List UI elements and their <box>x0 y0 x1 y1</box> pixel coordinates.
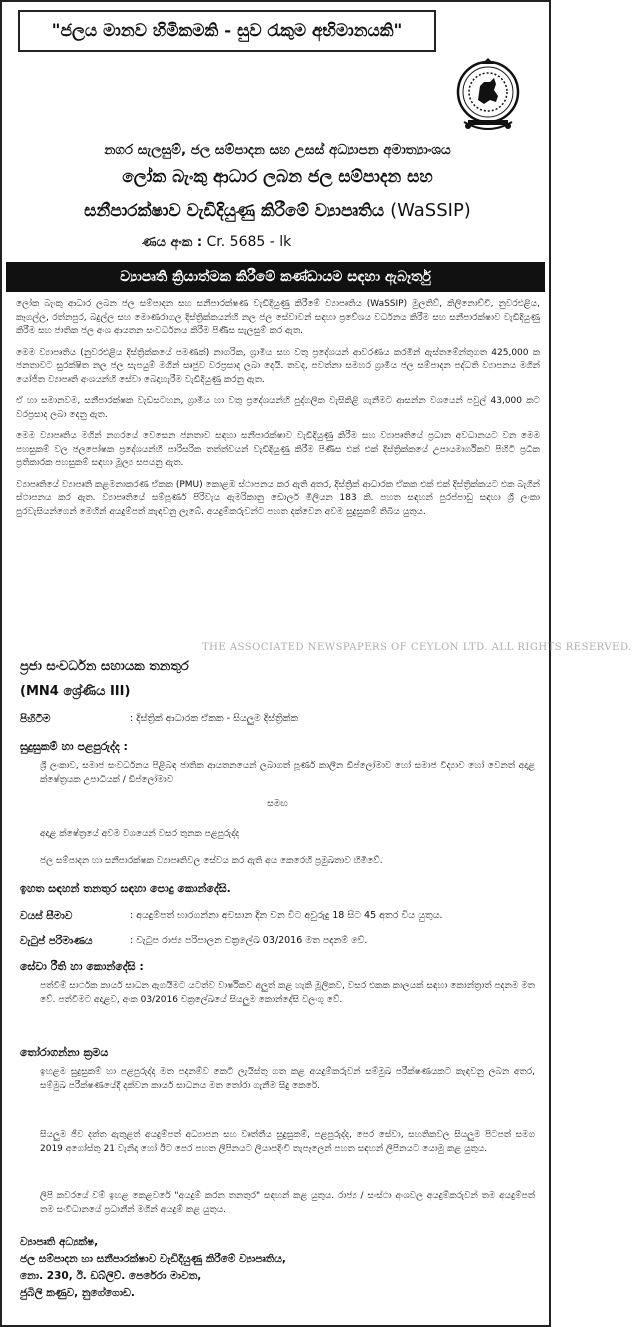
qualification-item: ජල සම්පාදන හා සනීපාරක්ෂක ව්‍යාපෘතිවල සේවය කර ඇති අය කෙරෙහි ප්‍රමුඛතාව හිමිවේ. <box>40 856 383 866</box>
paragraph: ලෝක බැංකු ආධාර ලබන ජල සම්පාදන සහ සනීපාරක්ෂණ වැඩිදියුණු කිරීමේ ව්‍යාපෘතිය (WaSSIP) මුලතිව්, කිලිනොච්චි, නුවරඑළිය, කෑගල්ල, රත්නපුර, බදුල්ල සහ මොණරාගල දිස්ත්‍රික්කයන්හි නල ජල සේවාවන් සඳහා ප්‍රවේශය වර්ධනය කිරීම සහ සනීපාරක්ෂාව වැඩිදියුණු කිරීම සහ ජාතික ජල අංශ ආයතන සංවර්ධනය කිරීම පිණිස සැලසුම් කර ඇත. <box>16 299 540 336</box>
paragraph: ව්‍යාපෘතියේ ව්‍යාපෘති කළමනාකරණ ඒකක (PMU) කොළඹ ස්ථාපනය කර ඇති අතර, දිස්ත්‍රික් ආධාරක ඒකක එක් එක් දිස්ත්‍රික්කයට එක බැගින් ස්ථාපනය කර ඇත. ව්‍යාපෘතියේ සම්පූර්ණ පිරිවැය ඇමරිකානු ඩොලර් මිලියන 183 කි. පහත සඳහන් පුරප්පාඩු සඳහා ශ්‍රී ලංකා පුරවැසියන්ගෙන් මෙහින් අයදුම්පත් කැඳවනු ලැබේ. අයදුම්කරුවන්ට පහත දක්වෙන අවම සුදුසුකම් තිබිය යුතුය. <box>16 479 540 517</box>
paragraph: මෙම ව්‍යාපෘතිය (නුවරඑළිය දිස්ත්‍රික්කයේ පමණක්) නාගරික, ග්‍රාමීය සහ වතු ප්‍රදේශයන් ආවරණය කරමින් ඇස්තමේන්තුගත 425,000 ක ජනතාවට සුරක්ෂිත නල ජල සැපයුම් මගින් සෘජුව වරප්‍රසාද ලබා දෙයි. තවද, පවත්නා සමහර ග්‍රාමීය ජල සම්පාදන පද්ධති ව්‍යාපනය මගින් යෝජිත ව්‍යාපෘති අංශයන්හි සේවා බෙදාහැරීම වැඩිදියුණු කරනු ඇත. <box>16 347 540 385</box>
address-line: ජුබිලි කණුව, නුගේගොඩ. <box>20 1287 135 1299</box>
project-title-line1: ලෝක බැංකු ආධාර ලබන ජල සම්පාදන සහ <box>122 167 433 187</box>
service-heading: සේවා රීති හා කොන්දේසි : <box>20 960 144 973</box>
qualification-item: ශ්‍රී ලංකාව, සමාජ සංවර්ධනය පිළිබඳ ජාතික ආයතනයෙන් ලබාගත් පූර්ණ කාලීන ඩිප්ලෝමාව හෝ සමාජ විද්‍යාව හෝ වෙනත් අදාළ ක්ෂේත්‍රයක උපාධියක් / ඩිප්ලෝමාව <box>40 761 535 785</box>
project-acronym: (WaSSIP) <box>390 200 471 221</box>
slogan-box: "ජලය මානව හිමිකමකි - සුව රැකුම අභිමානයකි" <box>18 10 436 52</box>
project-title-text: සනීපාරක්ෂාව වැඩිදියුණු කිරීමේ ව්‍යාපෘතිය <box>84 201 385 221</box>
address-line: ජල සම්පාදන හා සනීපාරක්ෂාව වැඩිදියුණු කිරීමේ ව්‍යාපෘතිය, <box>20 1253 286 1265</box>
address-line: ව්‍යාපෘති අධ්‍යක්ෂ, <box>20 1236 99 1248</box>
selection-text: ලිපි කවරයේ වම් ඉහළ කෙළවරේ "අයදුම් කරන තනතුර" සඳහන් කළ යුතුය. රාජ්‍ය / සංස්ථා අංශවල අයදුම්කරුවන් තම අයදුම්පත් තම සංවිධානයේ ප්‍රධානීන් මගින් අයදුම් කළ යුතුය. <box>40 1191 535 1215</box>
sri-lanka-emblem-icon <box>454 56 522 136</box>
contact-address <box>20 1234 286 1302</box>
qualifications-heading: සුදුසුකම් හා පළපුරුද්ද : <box>20 740 128 753</box>
loan-reference-value: Cr. 5685 - lk <box>206 234 292 250</box>
salary-label: වැටුප් පරිමාණය <box>20 935 93 947</box>
post-title: ප්‍රජා සංවර්ධන සහායක තනතුර <box>20 659 189 674</box>
loan-reference-label: ණය අංක : <box>142 235 203 250</box>
location-label: පිහිටීම <box>20 713 51 725</box>
ministry-name: නගර සැලසුම්, ජල සම්පාදන සහ උසස් අධ්‍යාපන අමාත්‍යාංශය <box>104 142 451 158</box>
post-grade: (MN4 ශ්‍රේණිය III) <box>20 684 131 699</box>
intro-text <box>16 298 540 527</box>
age-value: : අයදුම්පත් භාරගන්නා අවසාන දින වන විට අවුරුදු 18 සිට 45 අතර විය යුතුය. <box>130 910 443 921</box>
selection-text: ඉහළම සුදුසුකම් හා පළපුරුද්ද මත පදනම්ව කෙටි ලැයිස්තු ගත කළ අයදුම්කරුවන් සම්මුඛ පරීක්ෂණයකට කැඳවනු ලබන අතර, සම්මුඛ පරීක්ෂණයේදී දක්වන කාර්ය සාධනය මත තෝරා ගැනීම සිදු කෙරේ. <box>40 1067 535 1091</box>
age-label: වයස් සීමාව <box>20 910 73 922</box>
loan-reference <box>142 234 542 250</box>
service-text: පත්වීම් සාර්ථක කාර්ය සාධන ඇගයීමට යටත්ව වාර්ෂිකව අලුත් කළ හැකි මූලිකව, වසර එකක කාලයක් සඳහා කොන්ත්‍රාත් පදනම මත වේ. පත්වීමට අදාළව, අංක 03/2016 චක්‍රලේඛයේ සියලුම කොන්දේසි වලංගු වේ. <box>40 981 535 1005</box>
project-title-line2 <box>10 200 545 221</box>
vacancy-banner: ව්‍යාපෘති ක්‍රියාත්මක කිරීමේ කණ්ඩායම සඳහා ඇබෑර්තු <box>6 262 545 292</box>
paragraph: ඒ හා සමානවම, සනීපාරක්ෂක වැඩසටහන, ග්‍රාමීය හා වතු ප්‍රදේශයන්හි පුද්ගලික වැසිකිළි ගැනීමට ආසන්න වශයෙන් පවුල් 43,000 කට වරප්‍රසාද ලබා දෙනු ඇත. <box>16 396 540 420</box>
paragraph: මෙම ව්‍යාපෘතිය මගින් නගරයේ වෙසෙන ජනතාව සඳහා සනීපාරක්ෂාව වැඩිදියුණු කිරීම සහ ව්‍යාපෘතියේ ප්‍රධාන අවධානයට වන මෙම පහසුකම් වල ජලපෝෂක ප්‍රදේශයන්හි පාරිසරික තත්ත්වයන් වැඩිදියුණු කිරීම පිණිස එක් එක් දිස්ත්‍රික්කයේ උපායමාර්ගිකව පිහිටි ප්‍රධික ප්‍රතිකාරක පහසුකම් සඳහා මූල්‍ය සපයනු ඇත. <box>16 431 540 468</box>
selection-text: සියලුම ජීව දත්ත ඇතුළත් අයදුම්පත් අධ්‍යාපන සහ වෘත්තීය සුදුසුකම්, පළපුරුද්ද, පෙර සේවා, සහතිකවල සියලුම පිටපත් සමග 2019 අගෝස්තු 21 වැනිදා හෝ ඊට පෙර පහත ලිපිනයට ලියාපදිංචි තැපෑලෙන් පහත සඳහන් ලිපිනයට යොමු කළ යුතුය. <box>40 1130 535 1154</box>
general-conditions-heading: ඉහත සඳහන් තනතුර සඳහා පොදු කොන්දේසි. <box>20 882 231 895</box>
copyright-watermark: THE ASSOCIATED NEWSPAPERS OF CEYLON LTD. ALL RIGHTS RESERVED. <box>202 642 632 653</box>
qualification-item: අදාළ ක්ෂේත්‍රයේ අවම වශයෙන් වසර තුනක පළපුරුද්ද <box>40 829 240 839</box>
qualification-and: සමඟ <box>267 799 288 809</box>
salary-value: : වැටුප රාජ්‍ය පරිපාලන චක්‍රලේඛ 03/2016 මත පදනම් වේ. <box>130 935 368 946</box>
address-line: නො. 230, ඊ. ඩබ්ලිව්. පෙරේරා මාවත, <box>20 1270 202 1282</box>
selection-heading: තෝරාගන්නා ක්‍රමය <box>20 1046 109 1059</box>
location-value: : දිස්ත්‍රික් ආධාරක ඒකක - සියලුම දිස්ත්‍රික්ක <box>130 713 299 724</box>
